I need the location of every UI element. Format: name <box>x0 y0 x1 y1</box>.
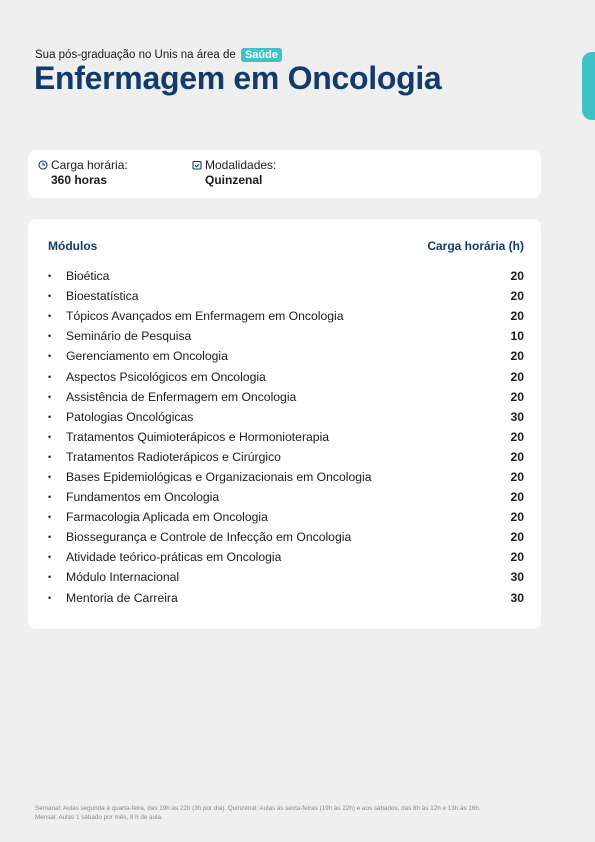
side-tab-accent <box>582 52 595 120</box>
module-hours: 20 <box>510 349 524 364</box>
workload-label: Carga horária: <box>51 158 128 172</box>
module-hours: 20 <box>510 429 524 444</box>
module-name: Aspectos Psicológicos em Oncologia <box>66 369 266 384</box>
bullet-icon: • <box>48 331 52 342</box>
module-name: Fundamentos em Oncologia <box>66 490 220 505</box>
module-name: Farmacologia Aplicada em Oncologia <box>66 510 268 525</box>
module-name: Tópicos Avançados em Enfermagem em Oncologia <box>66 309 344 324</box>
area-badge: Saúde <box>241 48 282 62</box>
module-name: Gerenciamento em Oncologia <box>66 349 228 364</box>
bullet-icon: • <box>48 471 52 482</box>
module-row <box>48 507 524 527</box>
bullet-icon: • <box>48 572 52 583</box>
module-hours: 20 <box>510 490 524 505</box>
module-row <box>48 427 524 447</box>
module-name: Bioética <box>66 269 110 284</box>
module-hours: 20 <box>510 269 524 284</box>
course-info-card <box>28 150 541 198</box>
module-row <box>48 266 524 286</box>
bullet-icon: • <box>48 311 52 322</box>
clock-icon <box>37 160 48 171</box>
modality-label: Modalidades: <box>205 158 277 172</box>
module-row <box>48 366 524 386</box>
workload-info <box>37 158 128 187</box>
module-hours: 20 <box>510 449 524 464</box>
module-name: Atividade teórico-práticas em Oncologia <box>66 550 282 565</box>
module-row <box>48 487 524 507</box>
calendar-check-icon <box>191 160 202 171</box>
module-hours: 20 <box>510 550 524 565</box>
module-list <box>48 266 524 608</box>
module-hours: 20 <box>510 530 524 545</box>
module-hours: 20 <box>510 369 524 384</box>
footnote-line: Mensal: Aulas 1 sábado por mês, 8 h de aula. <box>35 814 163 821</box>
bullet-icon: • <box>48 492 52 503</box>
module-name: Biossegurança e Controle de Infecção em Oncologia <box>66 530 352 545</box>
bullet-icon: • <box>48 371 52 382</box>
bullet-icon: • <box>48 351 52 362</box>
modality-value: Quinzenal <box>205 173 263 187</box>
bullet-icon: • <box>48 512 52 523</box>
module-hours: 10 <box>510 329 524 344</box>
module-hours: 20 <box>510 309 524 324</box>
modules-column-header: Módulos <box>48 239 98 253</box>
module-row <box>48 407 524 427</box>
subtitle-text: Sua pós-graduação no Unis na área de <box>35 49 236 61</box>
module-row <box>48 346 524 366</box>
bullet-icon: • <box>48 411 52 422</box>
schedule-footnote <box>35 804 565 822</box>
module-hours: 30 <box>510 590 524 605</box>
page-title: Enfermagem em Oncologia <box>34 60 442 96</box>
module-hours: 30 <box>510 409 524 424</box>
module-row <box>48 326 524 346</box>
module-row <box>48 387 524 407</box>
bullet-icon: • <box>48 552 52 563</box>
module-name: Tratamentos Quimioterápicos e Hormonioterapia <box>66 429 330 444</box>
modules-card <box>28 219 541 629</box>
module-row <box>48 588 524 608</box>
modules-header <box>48 239 524 253</box>
bullet-icon: • <box>48 532 52 543</box>
bullet-icon: • <box>48 451 52 462</box>
bullet-icon: • <box>48 592 52 603</box>
bullet-icon: • <box>48 431 52 442</box>
footnote-line: Semanal: Aulas segunda à quarta-feira, das 19h às 22h (3h por dia). Quinzenal: Aulas às sexta-feiras (19h às 22h) e aos sábados, das 8h às 12h e 13h às 16h. <box>35 805 481 812</box>
module-hours: 20 <box>510 469 524 484</box>
module-name: Bioestatística <box>66 289 139 304</box>
module-hours: 20 <box>510 389 524 404</box>
bullet-icon: • <box>48 391 52 402</box>
bullet-icon: • <box>48 271 52 282</box>
module-hours: 30 <box>510 570 524 585</box>
module-name: Patologias Oncológicas <box>66 409 194 424</box>
hours-column-header: Carga horária (h) <box>427 239 524 253</box>
module-name: Tratamentos Radioterápicos e Cirúrgico <box>66 449 281 464</box>
module-name: Mentoria de Carreira <box>66 590 178 605</box>
module-hours: 20 <box>510 510 524 525</box>
module-row <box>48 467 524 487</box>
bullet-icon: • <box>48 291 52 302</box>
module-name: Assistência de Enfermagem em Oncologia <box>66 389 297 404</box>
module-name: Módulo Internacional <box>66 570 180 585</box>
module-row <box>48 447 524 467</box>
module-name: Bases Epidemiológicas e Organizacionais em Oncologia <box>66 469 372 484</box>
module-hours: 20 <box>510 289 524 304</box>
module-row <box>48 527 524 547</box>
module-name: Seminário de Pesquisa <box>66 329 192 344</box>
module-row <box>48 547 524 567</box>
modality-info <box>191 158 276 187</box>
workload-value: 360 horas <box>51 173 108 187</box>
module-row <box>48 306 524 326</box>
module-row <box>48 286 524 306</box>
module-row <box>48 567 524 587</box>
